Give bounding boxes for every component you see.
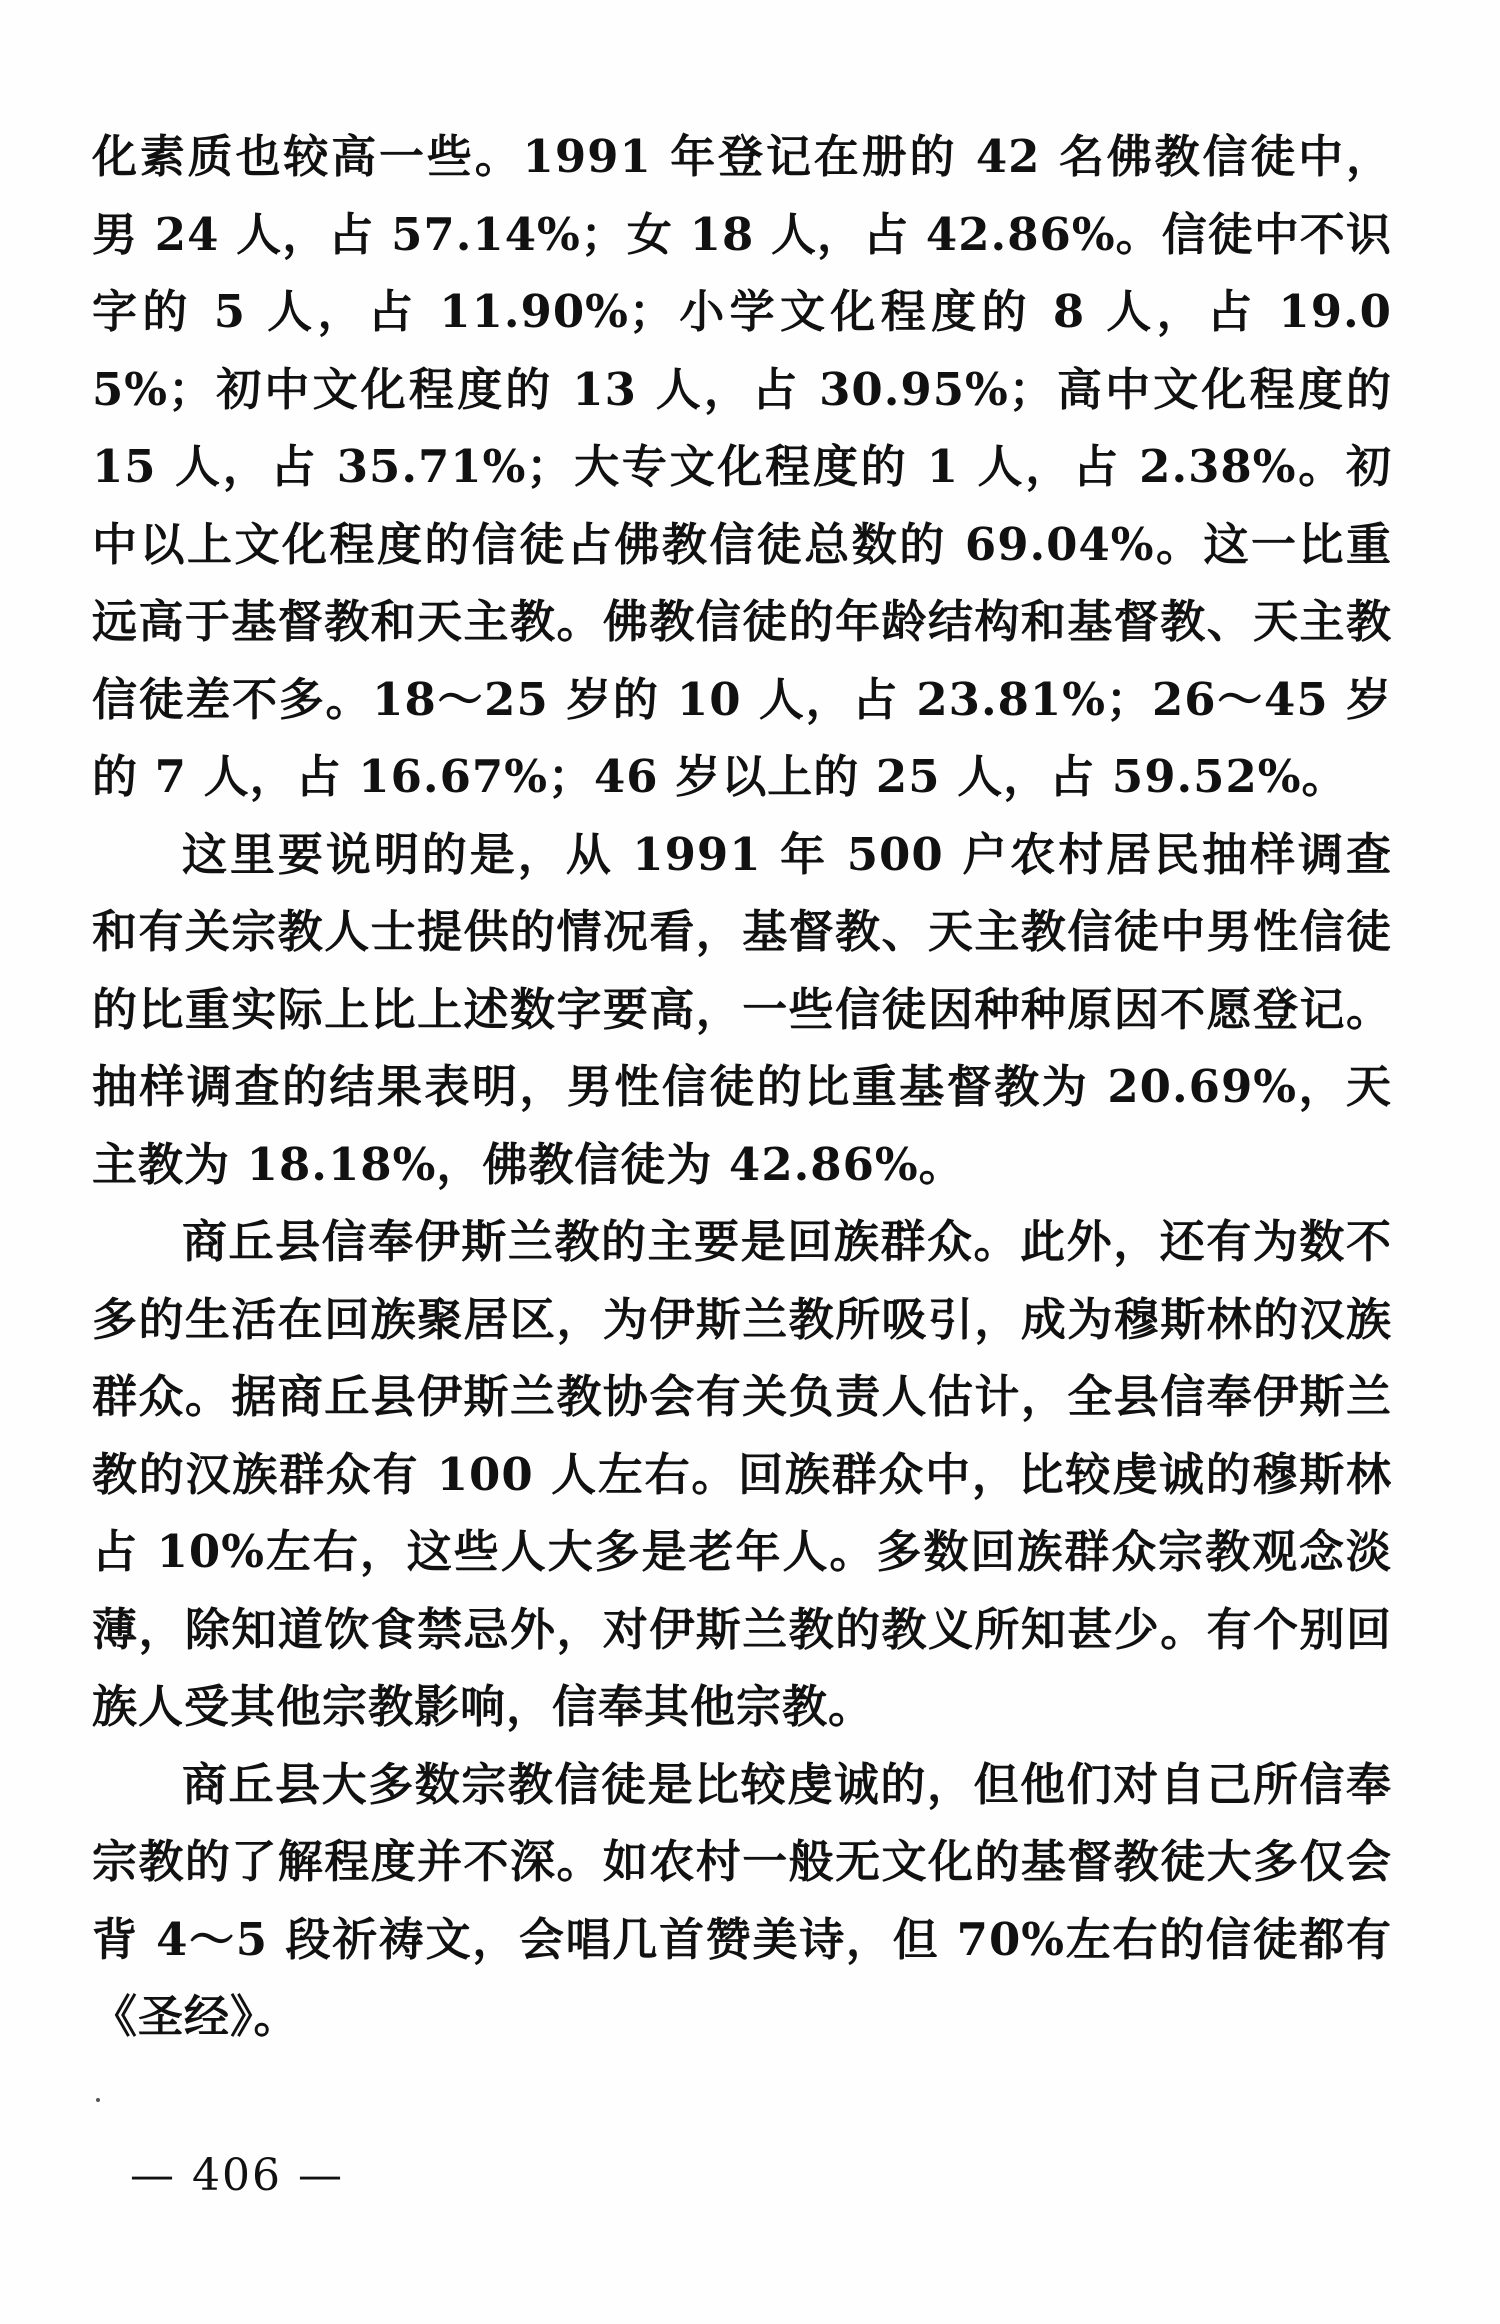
scan-speck — [96, 2098, 100, 2102]
page-number: — 406 — — [130, 2150, 344, 2201]
paragraph-male-believers-note: 这里要说明的是，从 1991 年 500 户农村居民抽样调查和有关宗教人士提供的情况看，基督教、天主教信徒中男性信徒的比重实际上比上述数字要高，一些信徒因种种原因不愿登记。抽样调查的结果表明，男性信徒的比重基督教为 20.69%，天主教为 18.18%，佛教信徒为 42.86%。 — [92, 827, 1392, 1191]
body-text — [92, 118, 1392, 2056]
paragraph-islam: 商丘县信奉伊斯兰教的主要是回族群众。此外，还有为数不多的生活在回族聚居区，为伊斯兰教所吸引，成为穆斯林的汉族群众。据商丘县伊斯兰教协会有关负责人估计，全县信奉伊斯兰教的汉族群众有 100 人左右。回族群众中，比较虔诚的穆斯林占 10%左右，这些人大多是老年人。多数回族群众宗教观念淡薄，除知道饮食禁忌外，对伊斯兰教的教义所知甚少。有个别回族人受其他宗教影响，信奉其他宗教。 — [92, 1215, 1392, 1733]
paragraph-devotion: 商丘县大多数宗教信徒是比较虔诚的，但他们对自己所信奉宗教的了解程度并不深。如农村一般无文化的基督教徒大多仅会背 4～5 段祈祷文，会唱几首赞美诗，但 70%左右的信徒都有《圣经》。 — [92, 1757, 1392, 2043]
paragraph-education-statistics: 化素质也较高一些。1991 年登记在册的 42 名佛教信徒中，男 24 人，占 57.14%；女 18 人，占 42.86%。信徒中不识字的 5 人，占 11.90%；小学文化程度的 8 人，占 19.05%；初中文化程度的 13 人，占 30.95%；高中文化程度的 15 人，占 35.71%；大专文化程度的 1 人，占 2.38%。初中以上文化程度的信徒占佛教信徒总数的 69.04%。这一比重远高于基督教和天主教。佛教信徒的年龄结构和基督教、天主教信徒差不多。18～25 岁的 10 人，占 23.81%；26～45 岁的 7 人，占 16.67%；46 岁以上的 25 人，占 59.52%。 — [92, 130, 1392, 803]
